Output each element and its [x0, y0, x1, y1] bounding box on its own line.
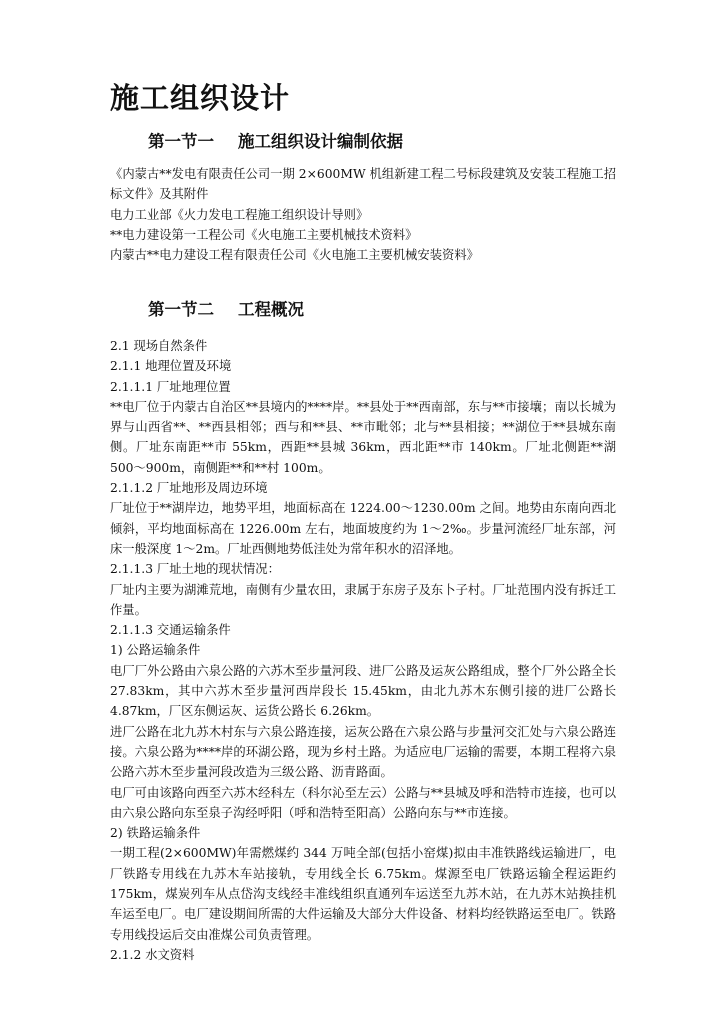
paragraph: 2.1.1.3 交通运输条件 [110, 623, 231, 638]
paragraph: **电力建设第一工程公司《火电施工主要机械技术资料》 [110, 227, 418, 242]
section-heading-2 [148, 299, 304, 321]
paragraph: 一期工程(2×600MW)年需燃煤约 344 万吨全部(包括小窑煤)拟由丰准铁路线运输进厂，电厂铁路专用线在九苏木车站接轨，专用线全长 6.75km。煤源至电厂铁路运输全程运距约 175km，煤炭列车从点岱沟支线经丰准线组织直通列车运送至九苏木站，在九苏木站换挂机车运至电厂。电厂建设期间所需的大件运输及大部分大件设备、材料均经铁路运至电厂。铁路专用线投运后交由准煤公司负责管理。 [110, 846, 616, 942]
paragraph: 电厂厂外公路由六泉公路的六苏木至步量河段、进厂公路及运灰公路组成，整个厂外公路全长 27.83km，其中六苏木至步量河西岸段长 15.45km，由北九苏木东侧引接的进厂公路长 4.87km，厂区东侧运灰、运货公路长 6.26km。 [110, 663, 616, 719]
paragraph: 电力工业部《火力发电工程施工组织设计导则》 [110, 207, 369, 222]
section-heading-1 [148, 131, 403, 153]
section-1-body [110, 164, 616, 265]
paragraph: 2.1.1.2 厂址地形及周边环境 [110, 481, 268, 496]
paragraph: 厂址位于**湖岸边，地势平坦，地面标高在 1224.00～1230.00m 之间。地势由东南向西北倾斜，平均地面标高在 1226.00m 左右，地面坡度约为 1～2‰。步量河流经厂址东部，河床一般深度 1～2m。厂址西侧地势低洼处为常年积水的沼泽地。 [110, 501, 616, 556]
paragraph: 2) 铁路运输条件 [110, 826, 201, 841]
paragraph: 2.1.1.3 厂址土地的现状情况： [110, 562, 280, 577]
paragraph: 内蒙古**电力建设工程有限责任公司《火电施工主要机械安装资料》 [110, 248, 479, 263]
section-heading-text: 工程概况 [238, 300, 304, 319]
paragraph: 1) 公路运输条件 [110, 643, 201, 658]
paragraph: **电厂位于内蒙古自治区**县境内的****岸。**县处于**西南部，东与**市接壤；南以长城为界与山西省**、**西县相邻；西与和**县、**市毗邻；北与**县相接；**湖位于**县城东南侧。厂址东南距**市 55km，西距**县城 36km，西北距**市 140km。厂址北侧距**湖 500～900m，南侧距**和**村 100m。 [110, 399, 616, 475]
section-2-body [110, 336, 616, 965]
paragraph: 2.1.1.1 厂址地理位置 [110, 379, 231, 394]
paragraph: 2.1 现场自然条件 [110, 339, 208, 353]
paragraph: 2.1.2 水文资料 [110, 947, 195, 962]
paragraph: 电厂可由该路向西至六苏木经科左（科尔沁至左云）公路与**县城及呼和浩特市连接，也可以由六泉公路向东至泉子沟经呼阳（呼和浩特至阳高）公路向东与**市连接。 [110, 785, 616, 820]
section-number: 第一节一 [148, 132, 214, 151]
paragraph: 《内蒙古**发电有限责任公司一期 2×600MW 机组新建工程二号标段建筑及安装工程施工招标文件》及其附件 [110, 167, 616, 202]
paragraph: 2.1.1 地理位置及环境 [110, 359, 232, 374]
section-heading-text: 施工组织设计编制依据 [238, 132, 403, 151]
section-number: 第一节二 [148, 300, 214, 319]
paragraph: 厂址内主要为湖滩荒地，南侧有少量农田，隶属于东房子及东卜子村。厂址范围内没有拆迁工作量。 [110, 582, 616, 617]
document-title: 施工组织设计 [110, 81, 291, 115]
paragraph: 进厂公路在北九苏木村东与六泉公路连接，运灰公路在六泉公路与步量河交汇处与六泉公路连接。六泉公路为****岸的环湖公路，现为乡村土路。为适应电厂运输的需要，本期工程将六泉公路六苏木至步量河段改造为三级公路、沥青路面。 [110, 724, 616, 780]
